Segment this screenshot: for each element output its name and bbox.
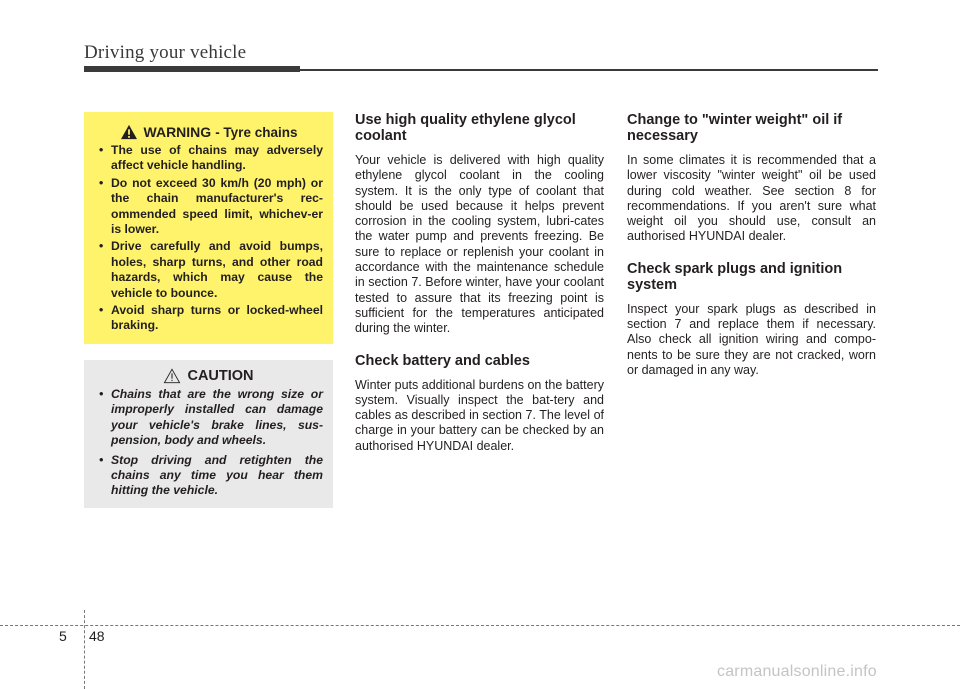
warning-label: WARNING [143, 124, 212, 140]
section-body-oil: In some climates it is recommended that a lower viscosity "winter weight" oil be used during cold weather. See section 8 for recommendations. If you aren't sure what weight oil you should use, consult an authorised HYUNDAI dealer. [627, 153, 876, 244]
warning-item: • Drive carefully and avoid bumps, holes, sharp turns, and other road hazards, which may cause the vehicle to bounce. [94, 239, 323, 301]
caution-list [94, 387, 323, 499]
section-body-coolant: Your vehicle is delivered with high quality ethylene glycol coolant in the cooling system. It is the only type of coolant that should be used because it helps prevent corrosion in the cooling system, lubri-cates the water pump and prevents freezing. Be sure to replace or replenish your coolant in accordance with the maintenance schedule in section 7. Before winter, have your coolant tested to assure that its freezing point is sufficient for the temperatures anticipated during the winter. [355, 153, 604, 336]
section-heading-coolant: Use high quality ethylene glycol coolant [355, 112, 576, 144]
section-body-battery: Winter puts additional burdens on the battery system. Visually inspect the bat-tery and cables as described in section 7. The level of charge in your battery can be checked by an authorised HYUNDAI dealer. [355, 377, 604, 453]
header-rule-thick [84, 66, 300, 72]
warning-item: • Avoid sharp turns or locked-wheel braking. [94, 303, 323, 334]
warning-item: • Do not exceed 30 km/h (20 mph) or the chain manufacturer's rec-ommended speed limit, whichev-er is lower. [94, 176, 323, 238]
page-header-title: Driving your vehicle [84, 42, 247, 63]
page-number: 48 [89, 628, 105, 644]
column-right [627, 112, 876, 394]
header-rule-thin [300, 69, 878, 71]
section-heading-spark: Check spark plugs and ignition system [627, 260, 843, 293]
caution-box [84, 360, 333, 508]
footer-rule [0, 625, 960, 626]
section-body-spark: Inspect your spark plugs as described in section 7 and replace them if necessary. Also check all ignition wiring and compo-nents to be sure they are not cracked, worn or damaged in any way. [627, 301, 876, 377]
column-middle [355, 112, 604, 470]
warning-subtitle: - Tyre chains [215, 124, 298, 140]
warning-item: • The use of chains may adversely affect vehicle handling. [94, 143, 323, 174]
warning-box [84, 112, 333, 344]
caution-label: CAUTION [187, 368, 254, 384]
section-heading-oil: Change to "winter weight" oil if necessary [627, 112, 843, 144]
warning-list [94, 143, 323, 334]
watermark: carmanualsonline.info [717, 663, 877, 680]
caution-item: • Chains that are the wrong size or improperly installed can damage your vehicle's brake lines, sus-pension, body and wheels. [94, 387, 323, 449]
page-section-number: 5 [59, 628, 67, 644]
warning-triangle-icon [120, 124, 138, 140]
caution-triangle-icon [163, 368, 181, 384]
caution-item: • Stop driving and retighten the chains any time you hear them hitting the vehicle. [94, 453, 323, 499]
footer-divider [84, 610, 85, 689]
section-heading-battery: Check battery and cables [355, 352, 530, 369]
warning-title [94, 124, 323, 140]
caution-title [94, 368, 323, 384]
